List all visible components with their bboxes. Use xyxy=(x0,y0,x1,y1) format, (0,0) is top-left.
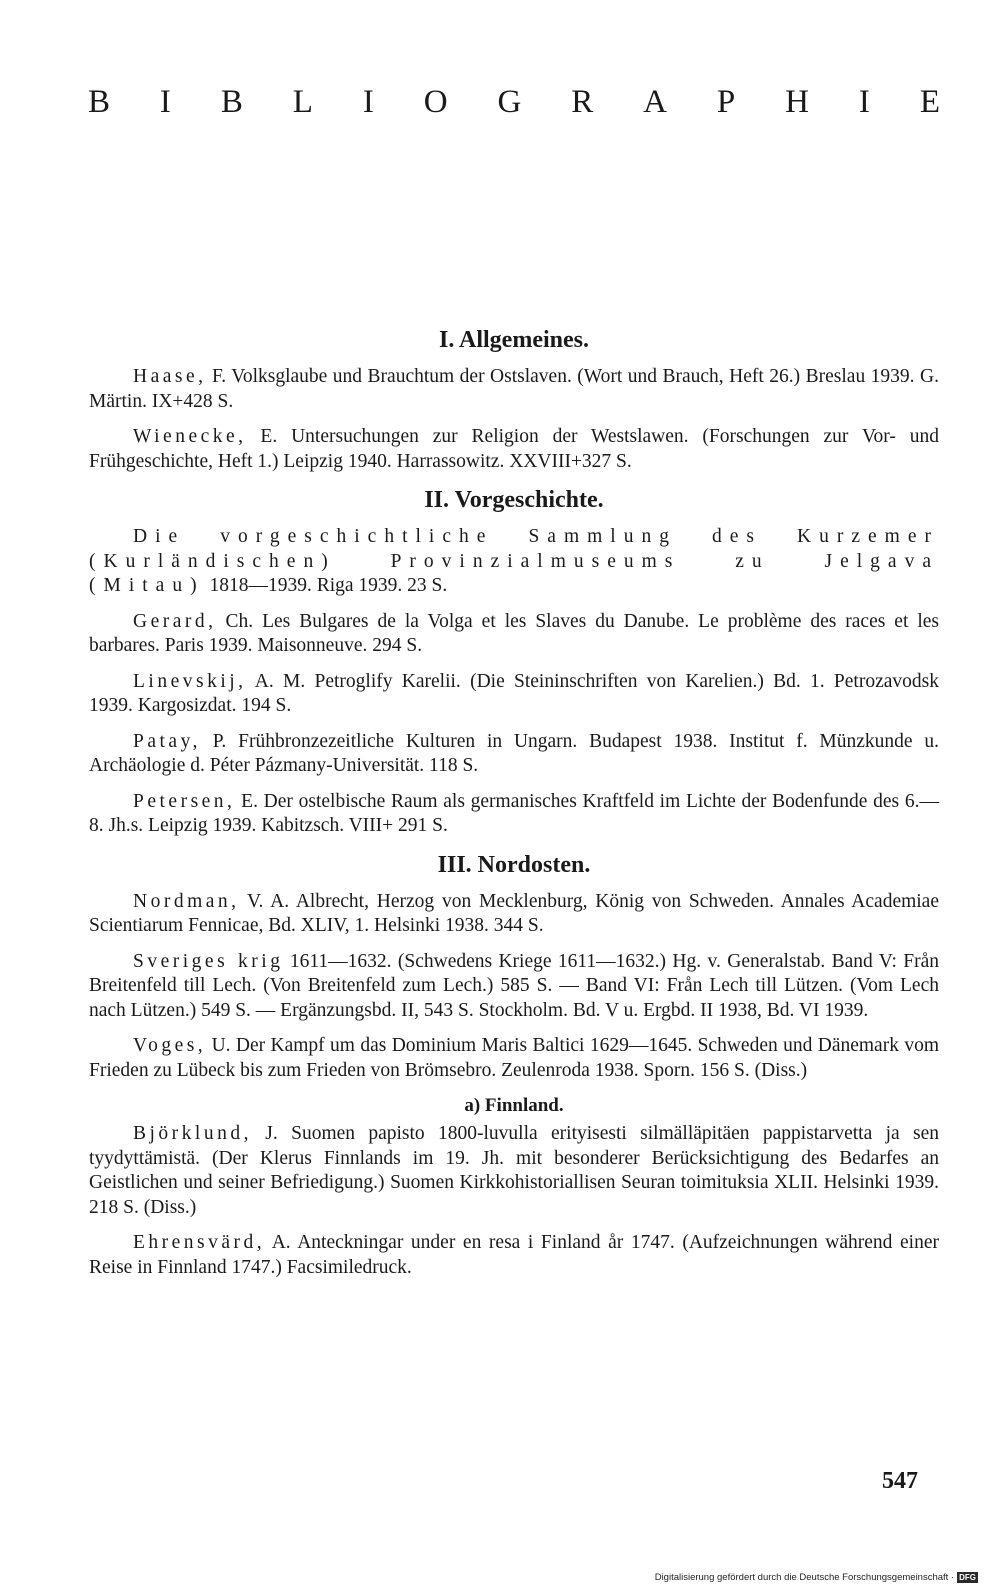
bibliography-entry xyxy=(89,1122,939,1220)
entry-author: Petersen, xyxy=(133,790,236,812)
entry-author: Gerard, xyxy=(133,610,217,632)
footer xyxy=(655,1572,978,1583)
bibliography-entry xyxy=(89,1034,939,1083)
title-letter: G xyxy=(497,84,522,120)
bibliography-entry xyxy=(89,1231,939,1280)
entry-text: J. Suomen papisto 1800-luvulla erityisesti silmälläpitäen pappistarvetta ja sen tyydyttämistä. (Der Klerus Finnlands im 19. Jh. mit besonderer Berücksichtigung des Bedarfes an Geistlichen und seiner Befriedigung.) Suomen Kirkkohistoriallisen Seuran toimituksia XLII. Helsinki 1939. 218 S. (Diss.) xyxy=(89,1123,939,1218)
subsection-heading: a) Finnland. xyxy=(464,1095,564,1116)
bibliography-entry xyxy=(89,365,939,414)
bibliography-content xyxy=(89,325,939,1291)
entry-text: E. Untersuchungen zur Religion der Westslawen. (Forschungen zur Vor- und Frühgeschichte, Heft 1.) Leipzig 1940. Harrassowitz. XXVIII+327 S. xyxy=(89,426,939,472)
entry-text: F. Volksglaube und Brauchtum der Ostslaven. (Wort und Brauch, Heft 26.) Breslau 1939. G. Märtin. IX+428 S. xyxy=(89,366,939,412)
entry-text: P. Frühbronzezeitliche Kulturen in Ungarn. Budapest 1938. Institut f. Münzkunde u. Archäologie d. Péter Pázmany-Universität. 118 S. xyxy=(89,730,939,776)
entry-author: Ehrensvärd, xyxy=(133,1232,266,1253)
entry-author: Haase, xyxy=(133,366,207,387)
entry-text: 1611—1632. (Schwedens Kriege 1611—1632.) Hg. v. Generalstab. Band V: Från Breitenfeld till Lech. (Von Breitenfeld zum Lech.) 585 S. — Band VI: Från Lech till Lützen. (Vom Lech nach Lützen.) 549 S. — Ergänzungsbd. II, 543 S. Stockholm. Bd. V u. Ergbd. II 1938, Bd. VI 1939. xyxy=(89,950,939,1021)
entry-text: V. A. Albrecht, Herzog von Mecklenburg, König von Schweden. Annales Academiae Scientiarum Fennicae, Bd. XLIV, 1. Helsinki 1938. 344 S. xyxy=(89,890,939,936)
dfg-logo-icon: DFG xyxy=(959,1573,976,1582)
entry-author: Die vorgeschichtliche Sammlung des Kurzemer (Kurländischen) Provinzialmuseums zu Jelgava (Mitau) xyxy=(89,526,939,596)
bibliography-entry xyxy=(89,890,939,939)
section-heading: I. Allgemeines. xyxy=(439,327,589,353)
title-letter: E xyxy=(919,84,940,120)
entry-text: Ch. Les Bulgares de la Volga et les Slaves du Danube. Le problème des races et les barbares. Paris 1939. Maisonneuve. 294 S. xyxy=(89,610,939,656)
entry-text: A. M. Petroglify Karelii. (Die Steininschriften von Karelien.) Bd. 1. Petrozavodsk 1939. Kargosizdat. 194 S. xyxy=(89,670,939,716)
title-letter: I xyxy=(362,84,374,120)
bibliography-entry xyxy=(89,610,939,659)
page-number: 547 xyxy=(882,1468,918,1494)
section-heading: II. Vorgeschichte. xyxy=(424,487,604,513)
bibliography-entry xyxy=(89,525,939,599)
entry-author: Patay, xyxy=(133,730,201,752)
entry-author: Björklund, xyxy=(133,1123,252,1144)
title-letter: P xyxy=(716,84,736,120)
entry-text: 1818—1939. Riga 1939. 23 S. xyxy=(204,575,448,596)
bibliography-entry xyxy=(89,730,939,779)
bibliography-entry xyxy=(89,790,939,839)
title-letter: L xyxy=(292,84,313,120)
entry-author: Voges, xyxy=(133,1035,207,1056)
entry-text: E. Der ostelbische Raum als germanisches Kraftfeld im Lichte der Bodenfunde des 6.—8. Jh.s. Leipzig 1939. Kabitzsch. VIII+ 291 S. xyxy=(89,790,939,836)
title-letter: B xyxy=(88,84,111,120)
bibliography-entry xyxy=(89,425,939,474)
section-heading: III. Nordosten. xyxy=(437,851,591,878)
entry-author: Linevskij, xyxy=(133,670,247,692)
title-letter: O xyxy=(423,84,448,120)
entry-text: U. Der Kampf um das Dominium Maris Baltici 1629—1645. Schweden und Dänemark vom Frieden zu Lübeck bis zum Frieden von Brömsebro. Zeulenroda 1938. Sporn. 156 S. (Diss.) xyxy=(89,1035,939,1081)
entry-author: Wienecke, xyxy=(133,426,247,447)
bibliography-entry xyxy=(89,950,939,1024)
entry-text: A. Anteckningar under en resa i Finland år 1747. (Aufzeichnungen während einer Reise in Finnland 1747.) Facsimiledruck. xyxy=(89,1232,939,1278)
page-title xyxy=(88,82,940,122)
footer-credit: Digitalisierung gefördert durch die Deutsche Forschungsgemeinschaft · xyxy=(654,1572,955,1583)
title-letter: I xyxy=(159,84,171,120)
entry-author: Nordman, xyxy=(133,890,240,912)
title-letter: A xyxy=(643,84,667,120)
entry-author: Sveriges krig xyxy=(133,950,284,972)
bibliography-entry xyxy=(89,670,939,719)
title-letter: H xyxy=(785,84,810,120)
title-letter: R xyxy=(571,84,594,120)
title-letter: B xyxy=(220,84,243,120)
title-letter: I xyxy=(858,84,870,120)
